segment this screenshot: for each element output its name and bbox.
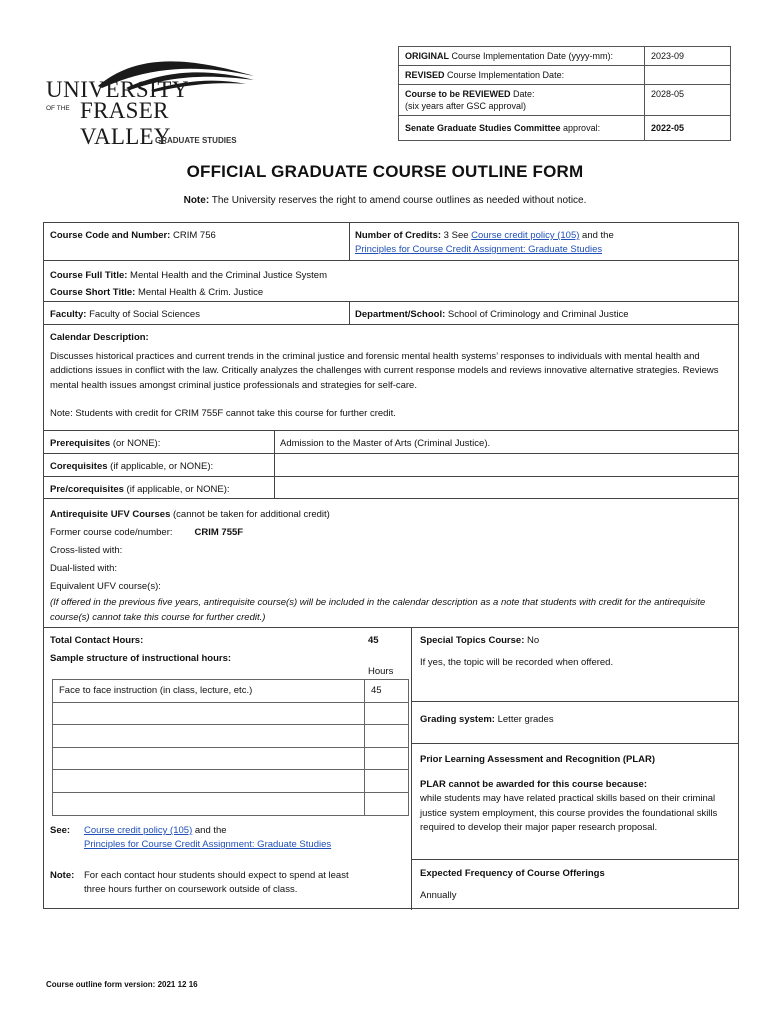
hours-cell[interactable] [365,725,409,748]
dates-box [398,46,731,141]
see-policy: See: Course credit policy (105) and the Principles for Course Credit Assignment: Graduate Studies [50,825,332,850]
course-code-field[interactable]: Course Code and Number: CRIM 756 [50,230,216,241]
calendar-note: Note: Students with credit for CRIM 755F cannot take this course for further credit. [50,408,396,419]
special-topics-field[interactable]: Special Topics Course: No If yes, the topic will be recorded when offered. [420,635,614,668]
hours-cell[interactable] [365,702,409,725]
course-short-title: Course Short Title: Mental Health & Crim. Justice [50,287,264,298]
antirequisites-section: Antirequisite UFV Courses (cannot be taken for additional credit) Former course code/number: CRIM 755F Cross-listed with: Dual-listed with: Equivalent UFV course(s): (If offered in the previous five years, antirequisite course(s) will be included in the calendar description as a note that students with credit for the antirequisite course(s) cannot take this course for further credit.) [44,502,734,629]
activity-cell[interactable] [53,747,365,770]
senate-approval-value[interactable]: 2022-05 [645,116,731,141]
hours-table-row [53,702,409,725]
cross-listed-field[interactable]: Cross-listed with: [50,545,123,556]
sample-structure-label: Sample structure of instructional hours: [50,653,232,664]
instructional-hours-table [52,679,409,816]
page-title: OFFICIAL GRADUATE COURSE OUTLINE FORM [186,162,584,181]
activity-cell[interactable]: Face to face instruction (in class, lecture, etc.) [53,680,365,703]
reviewed-date-row: Course to be REVIEWED Date: (six years after GSC approval) 2028-05 [399,85,731,116]
hours-table-row [53,725,409,748]
grading-system-field[interactable]: Grading system: Letter grades [420,714,554,725]
credits-field: Number of Credits: 3 See Course credit policy (105) and the Principles for Course Credit Assignment: Graduate Studies [355,230,614,255]
original-date-row: ORIGINAL Course Implementation Date (yyyy-mm): 2023-09 [399,47,731,66]
former-course-field[interactable]: Former course code/number: CRIM 755F [50,527,244,538]
hours-table-row [53,680,409,703]
dual-listed-field[interactable]: Dual-listed with: [50,563,118,574]
ufv-logo [44,54,259,149]
department-field[interactable]: Department/School: School of Criminology and Criminal Justice [355,309,629,320]
corequisites-value[interactable] [274,456,734,464]
course-outline-form [43,222,739,909]
see-credit-principles-link[interactable]: Principles for Course Credit Assignment: Graduate Studies [84,839,332,850]
corequisites-label: Corequisites (if applicable, or NONE): [50,461,214,472]
faculty-field[interactable]: Faculty: Faculty of Social Sciences [50,309,200,320]
total-contact-hours-value[interactable]: 45 [368,635,379,646]
offering-frequency-field[interactable]: Expected Frequency of Course Offerings Annually [420,868,605,901]
course-titles[interactable] [44,263,734,305]
hours-cell[interactable] [365,747,409,770]
activity-cell[interactable] [53,702,365,725]
course-full-title: Course Full Title: Mental Health and the Criminal Justice System [50,270,328,281]
revised-date-value[interactable] [645,66,731,85]
calendar-description-text: Discusses historical practices and current trends in the criminal justice and forensic mental health systems’ responses to individuals with mental health and addictions issues in conflict with the law. Critically analyzes the challenges with current response models and reviews innovative alternative strategies. Reviews mental health issues amongst criminal justice professionals and strategies for self-care. [50,350,719,391]
precorequisites-label: Pre/corequisites (if applicable, or NONE): [50,484,230,495]
activity-cell[interactable] [53,725,365,748]
logo-of-the: OF THE [46,105,70,112]
page-note: Note: The University reserves the right to amend course outlines as needed without notice. [183,195,587,206]
reviewed-date-value[interactable]: 2028-05 [645,85,731,116]
revised-date-row: REVISED Course Implementation Date: [399,66,731,85]
calendar-description[interactable]: Calendar Description: Discusses historical practices and current trends in the criminal justice and forensic mental health systems’ responses to individuals with mental health and addictions issues in conflict with the law. Critically analyzes the challenges with current response models and reviews innovative alternative strategies. Reviews mental health issues amongst criminal justice professionals and strategies for self-care. Note: Students with credit for CRIM 755F cannot take this course for further credit. [44,327,734,426]
prerequisites-label: Prerequisites (or NONE): [50,438,161,449]
hours-header: Hours [368,666,394,677]
total-contact-hours-label: Total Contact Hours: [50,635,144,646]
credit-assignment-principles-link[interactable]: Principles for Course Credit Assignment: Graduate Studies [355,244,603,255]
hours-table-row [53,792,409,815]
hours-cell[interactable]: 45 [365,680,409,703]
antirequisite-note: (If offered in the previous five years, antirequisite course(s) will be included in the calendar description as a note that students with credit for the antirequisite course(s) cannot take this course for further credit.) [50,597,706,623]
hours-cell[interactable] [365,792,409,815]
activity-cell[interactable] [53,792,365,815]
see-credit-policy-link[interactable]: Course credit policy (105) [84,825,193,836]
plar-section[interactable]: Prior Learning Assessment and Recognition (PLAR) PLAR cannot be awarded for this course because: while students may have related practical skills based on their criminal justice system employment, this course provides the foundational skills required to develop their major paper research proposal. [414,749,736,840]
hours-note: Note: For each contact hour students should expect to spend at least three hours further on coursework outside of class. [50,870,349,895]
activity-cell[interactable] [53,770,365,793]
plar-text: while students may have related practical skills based on their criminal justice system employment, this course provides the foundational skills required to develop their major paper research proposal. [420,793,718,833]
logo-university: UNIVERSITY [46,77,189,102]
precorequisites-value[interactable] [274,479,734,487]
senate-approval-row: Senate Graduate Studies Committee approval: 2022-05 [399,116,731,141]
original-date-value[interactable]: 2023-09 [645,47,731,66]
hours-table-row [53,770,409,793]
prerequisites-value[interactable]: Admission to the Master of Arts (Criminal Justice). [280,438,491,449]
logo-graduate-studies: GRADUATE STUDIES [155,136,237,145]
equivalent-course-field[interactable]: Equivalent UFV course(s): [50,581,161,592]
course-credit-policy-link[interactable]: Course credit policy (105) [471,230,580,241]
hours-cell[interactable] [365,770,409,793]
form-version-footer: Course outline form version: 2021 12 16 [46,980,198,989]
logo-fraser-valley: FRASER VALLEY [80,98,171,149]
hours-table-row [53,747,409,770]
